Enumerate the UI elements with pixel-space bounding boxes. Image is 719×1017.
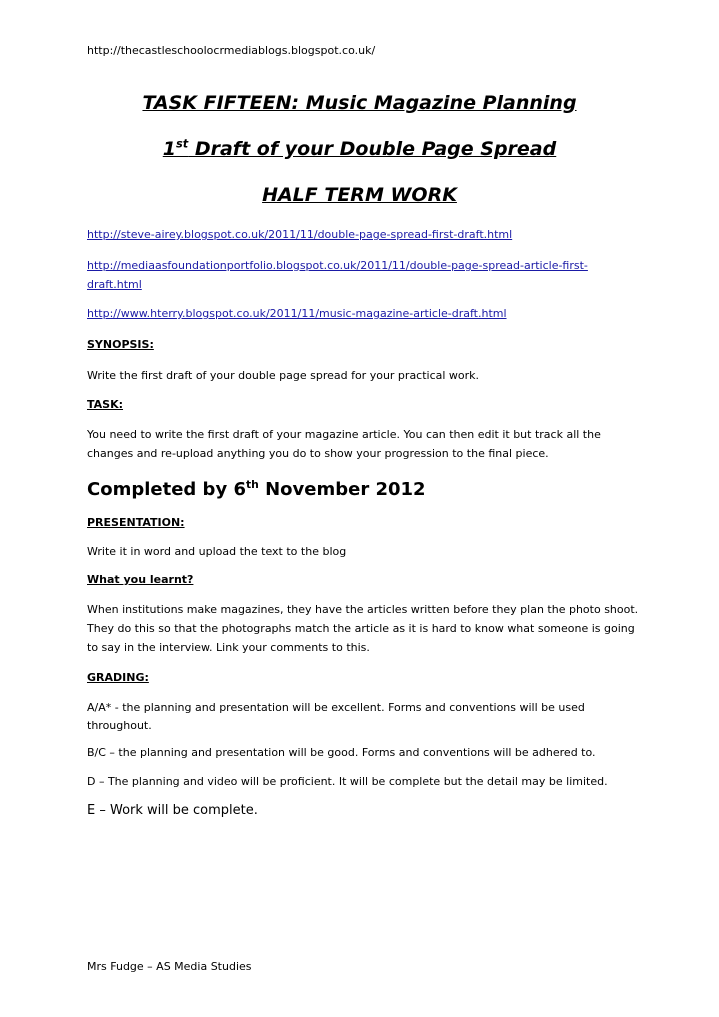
completed-suffix: November 2012 — [258, 479, 426, 500]
presentation-text: Write it in word and upload the text to the blog — [87, 545, 347, 558]
grading-e: E – Work will be complete. — [87, 803, 258, 818]
grading-heading: GRADING: — [87, 671, 149, 684]
synopsis-heading: SYNOPSIS: — [87, 338, 154, 351]
page-title: TASK FIFTEEN: Music Magazine Planning — [142, 92, 577, 114]
half-term-heading: HALF TERM WORK — [262, 184, 457, 206]
learnt-text-line3: to say in the interview. Link your comments to this. — [87, 641, 370, 654]
task-text-line1: You need to write the first draft of your magazine article. You can then edit it but track all the — [87, 428, 601, 441]
grading-a-line2: throughout. — [87, 719, 152, 732]
learnt-text-line2: They do this so that the photographs match the article as it is hard to know what someone is going — [87, 622, 635, 635]
footer-text: Mrs Fudge – AS Media Studies — [87, 960, 252, 973]
presentation-heading: PRESENTATION: — [87, 516, 185, 529]
link-hterry[interactable]: http://www.hterry.blogspot.co.uk/2011/11/music-magazine-article-draft.html — [87, 307, 507, 320]
task-heading: TASK: — [87, 398, 124, 411]
header-url: http://thecastleschoolocrmediablogs.blogspot.co.uk/ — [87, 44, 376, 57]
completed-superscript: th — [245, 478, 259, 491]
link-mediaas-line2[interactable]: draft.html — [87, 278, 142, 291]
link-steve-airey[interactable]: http://steve-airey.blogspot.co.uk/2011/11/double-page-spread-first-draft.html — [87, 228, 513, 241]
subtitle-number: 1 — [162, 138, 176, 160]
page-subtitle — [0, 138, 719, 160]
completed-deadline — [87, 479, 426, 500]
grading-b: B/C – the planning and presentation will be good. Forms and conventions will be adhered to. — [87, 746, 596, 759]
learnt-heading: What you learnt? — [87, 573, 194, 586]
subtitle-text: Draft of your Double Page Spread — [188, 138, 557, 160]
grading-d: D – The planning and video will be proficient. It will be complete but the detail may be limited. — [87, 775, 608, 788]
subtitle-superscript: st — [176, 136, 189, 151]
link-mediaas-line1[interactable]: http://mediaasfoundationportfolio.blogspot.co.uk/2011/11/double-page-spread-article-first- — [87, 259, 588, 272]
learnt-text-line1: When institutions make magazines, they have the articles written before they plan the photo shoot. — [87, 603, 639, 616]
task-text-line2: changes and re-upload anything you do to show your progression to the final piece. — [87, 447, 549, 460]
grading-a-line1: A/A* - the planning and presentation will be excellent. Forms and conventions will be used — [87, 701, 585, 714]
completed-prefix: Completed by 6 — [87, 479, 246, 500]
synopsis-text: Write the first draft of your double page spread for your practical work. — [87, 369, 480, 382]
